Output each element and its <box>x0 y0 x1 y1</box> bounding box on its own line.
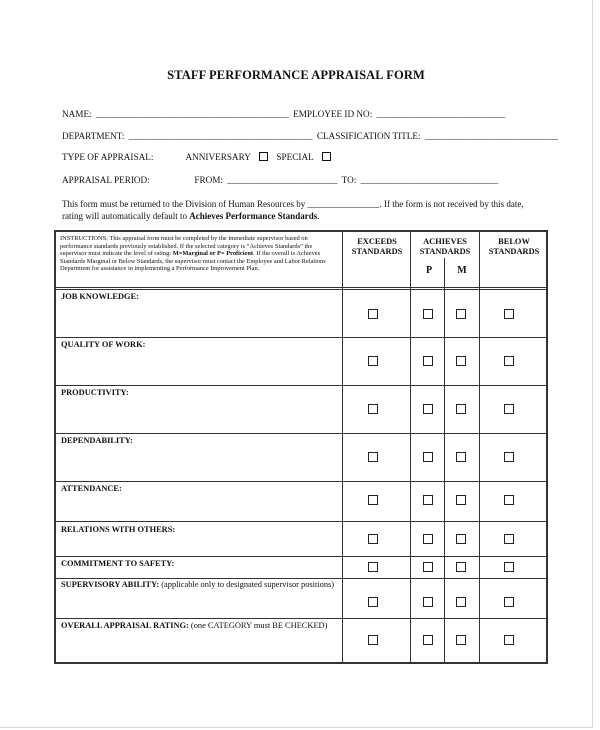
row-label-text: OVERALL APPRAISAL RATING: <box>61 621 189 630</box>
job-knowledge-below-checkbox[interactable] <box>504 309 514 319</box>
row-overall-label <box>61 621 336 631</box>
quality-of-work-marginal-checkbox[interactable] <box>456 356 466 366</box>
department-row <box>62 131 560 141</box>
relations-marginal-checkbox[interactable] <box>456 534 466 544</box>
safety-marginal-checkbox[interactable] <box>456 562 466 572</box>
safety-below-checkbox[interactable] <box>504 562 514 572</box>
employee-id-field[interactable]: ____________________________ <box>376 109 506 119</box>
row-note-text: (applicable only to designated supervisor positions) <box>159 580 335 589</box>
overall-proficient-checkbox[interactable] <box>423 635 433 645</box>
row-label-text: JOB KNOWLEDGE: <box>61 292 139 301</box>
appraisal-type-row <box>62 152 333 162</box>
row-label-text: DEPENDABILITY: <box>61 436 133 445</box>
supervisory-marginal-checkbox[interactable] <box>456 597 466 607</box>
productivity-proficient-checkbox[interactable] <box>423 404 433 414</box>
overall-below-checkbox[interactable] <box>504 635 514 645</box>
row-divider <box>56 578 546 579</box>
row-label-text: RELATIONS WITH OTHERS: <box>61 525 176 534</box>
quality-of-work-proficient-checkbox[interactable] <box>423 356 433 366</box>
special-checkbox[interactable] <box>322 152 331 161</box>
instructions-part-1: INSTRUCTIONS: This appraisal form must be completed by the immediate supervisor based on performance standards previously established. If the selected category is “Achieves Standards” the supervisor must indicate the level of rating: <box>60 235 313 258</box>
relations-below-checkbox[interactable] <box>504 534 514 544</box>
instructions-part-2: . If the overall is Achieves Standards Marginal or Below Standards, the supervisor must contact the Employee and Labor Relations Department for assistance in implementing a Performance Improvement Plan. <box>60 250 326 273</box>
instructions-rating-levels: M=Marginal or P= Proficient <box>172 250 254 258</box>
classification-label: CLASSIFICATION TITLE: <box>316 131 421 141</box>
return-note <box>62 198 542 222</box>
overall-exceeds-checkbox[interactable] <box>368 635 378 645</box>
header-achieves: ACHIEVES STANDARDS <box>419 237 471 256</box>
supervisory-proficient-checkbox[interactable] <box>423 597 433 607</box>
header-proficient: P <box>425 265 433 276</box>
job-knowledge-exceeds-checkbox[interactable] <box>368 309 378 319</box>
supervisory-exceeds-checkbox[interactable] <box>368 597 378 607</box>
to-field[interactable]: ______________________________ <box>360 175 499 185</box>
department-field[interactable]: ________________________________________ <box>128 131 313 141</box>
name-field[interactable]: __________________________________________ <box>95 109 289 119</box>
overall-marginal-checkbox[interactable] <box>456 635 466 645</box>
job-knowledge-marginal-checkbox[interactable] <box>456 309 466 319</box>
instructions-text <box>60 235 340 273</box>
note-default-rating: Achieves Performance Standards <box>189 211 318 221</box>
col-divider-pm <box>444 258 445 662</box>
col-divider <box>479 232 480 662</box>
row-productivity-label <box>61 388 336 398</box>
productivity-exceeds-checkbox[interactable] <box>368 404 378 414</box>
department-label: DEPARTMENT: <box>62 131 125 141</box>
special-label: SPECIAL <box>276 152 314 162</box>
row-quality-of-work-label <box>61 340 336 350</box>
note-text-1: This form must be returned to the Division of Human Resources by <box>62 199 308 209</box>
row-divider <box>56 618 546 619</box>
row-note-text: (one CATEGORY must BE CHECKED) <box>188 621 328 630</box>
classification-field[interactable]: _____________________________ <box>424 131 559 141</box>
header-below: BELOW STANDARDS <box>488 237 540 256</box>
supervisory-below-checkbox[interactable] <box>504 597 514 607</box>
quality-of-work-below-checkbox[interactable] <box>504 356 514 366</box>
row-divider <box>56 556 546 557</box>
anniversary-checkbox[interactable] <box>259 152 268 161</box>
quality-of-work-exceeds-checkbox[interactable] <box>368 356 378 366</box>
col-divider <box>410 232 411 662</box>
attendance-proficient-checkbox[interactable] <box>423 495 433 505</box>
name-row <box>62 109 507 119</box>
dependability-proficient-checkbox[interactable] <box>423 452 433 462</box>
relations-exceeds-checkbox[interactable] <box>368 534 378 544</box>
note-text-2: . If the form is not received by this date, rating will automatically default to <box>62 199 524 221</box>
header-divider <box>56 287 546 290</box>
row-relations-label <box>61 525 336 535</box>
productivity-below-checkbox[interactable] <box>504 404 514 414</box>
safety-proficient-checkbox[interactable] <box>423 562 433 572</box>
attendance-marginal-checkbox[interactable] <box>456 495 466 505</box>
anniversary-label: ANNIVERSARY <box>185 152 251 162</box>
dependability-exceeds-checkbox[interactable] <box>368 452 378 462</box>
relations-proficient-checkbox[interactable] <box>423 534 433 544</box>
row-attendance-label <box>61 484 336 494</box>
row-label-text: COMMITMENT TO SAFETY: <box>61 559 175 568</box>
from-label: FROM: <box>194 175 223 185</box>
dependability-marginal-checkbox[interactable] <box>456 452 466 462</box>
note-text-3: . <box>317 211 320 221</box>
row-label-text: ATTENDANCE: <box>61 484 122 493</box>
header-exceeds: EXCEEDS STANDARDS <box>351 237 403 256</box>
name-label: NAME: <box>62 109 92 119</box>
row-dependability-label <box>61 436 336 446</box>
header-marginal: M <box>457 265 467 276</box>
col-divider <box>342 232 343 662</box>
return-date-field[interactable]: ________________ <box>307 199 380 209</box>
row-divider <box>56 433 546 434</box>
attendance-exceeds-checkbox[interactable] <box>368 495 378 505</box>
from-field[interactable]: ________________________ <box>227 175 338 185</box>
row-divider <box>56 481 546 482</box>
row-safety-label <box>61 559 336 569</box>
to-label: TO: <box>341 175 357 185</box>
row-divider <box>56 521 546 522</box>
period-label: APPRAISAL PERIOD: <box>62 175 150 185</box>
row-divider <box>56 385 546 386</box>
row-supervisory-label <box>61 580 336 590</box>
row-job-knowledge-label <box>61 292 336 302</box>
rating-table <box>54 230 548 664</box>
safety-exceeds-checkbox[interactable] <box>368 562 378 572</box>
form-title: STAFF PERFORMANCE APPRAISAL FORM <box>167 68 425 82</box>
employee-id-label: EMPLOYEE ID NO: <box>293 109 373 119</box>
attendance-below-checkbox[interactable] <box>504 495 514 505</box>
row-divider <box>56 337 546 338</box>
appraisal-type-label: TYPE OF APPRAISAL: <box>62 152 154 162</box>
appraisal-period-row <box>62 175 500 185</box>
row-label-text: SUPERVISORY ABILITY: <box>61 580 160 589</box>
row-label-text: PRODUCTIVITY: <box>61 388 129 397</box>
row-label-text: QUALITY OF WORK: <box>61 340 146 349</box>
job-knowledge-proficient-checkbox[interactable] <box>423 309 433 319</box>
productivity-marginal-checkbox[interactable] <box>456 404 466 414</box>
dependability-below-checkbox[interactable] <box>504 452 514 462</box>
